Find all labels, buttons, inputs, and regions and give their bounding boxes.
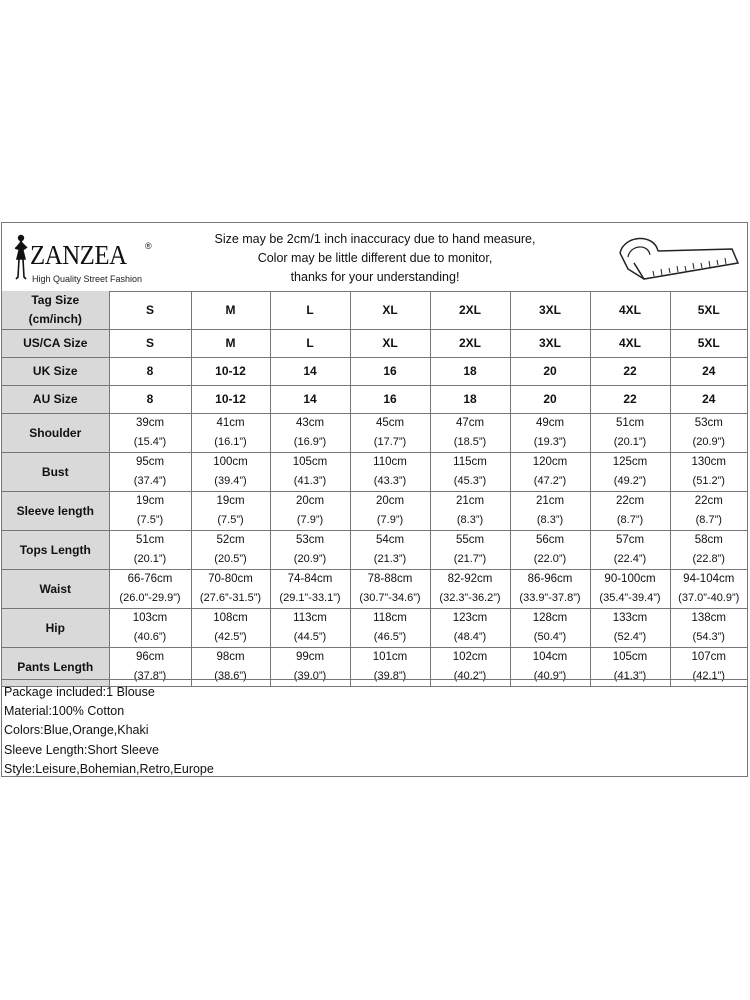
table-cell: [590, 531, 670, 570]
cell-cm: 52cm: [216, 534, 245, 546]
table-cell: [670, 453, 747, 492]
cell-cm: 51cm: [135, 534, 165, 546]
table-cell: S: [109, 291, 191, 330]
cell-inch: (20.9”): [293, 553, 327, 565]
table-cell: [430, 414, 510, 453]
table-cell: 22: [590, 358, 670, 386]
row-label: [2, 609, 109, 648]
cell-inch: (7.5”): [136, 514, 164, 526]
cell-cm: 66-76cm: [127, 573, 173, 585]
cell-cm: 138cm: [691, 612, 727, 624]
cell-inch: (50.4”): [533, 631, 567, 643]
info-line: Style:Leisure,Bohemian,Retro,Europe: [4, 761, 214, 776]
table-cell: [670, 570, 747, 609]
table-cell: L: [270, 330, 350, 358]
table-cell: [191, 531, 270, 570]
table-row: [2, 531, 747, 570]
cell-cm: 120cm: [532, 456, 568, 468]
cell-cm: 94-104cm: [683, 573, 735, 585]
table-cell: [109, 609, 191, 648]
cell-inch: (39.4”): [214, 475, 247, 487]
cell-inch: (40.2”): [453, 670, 487, 682]
cell-cm: 98cm: [216, 651, 245, 663]
table-cell: S: [109, 330, 191, 358]
cell-inch: (16.1”): [214, 436, 247, 448]
row-label-text: Bust: [41, 464, 69, 479]
table-cell: 16: [350, 358, 430, 386]
cell-inch: (51.2”): [692, 475, 725, 487]
table-cell: [510, 570, 590, 609]
table-cell: [670, 414, 747, 453]
row-label: [2, 414, 109, 453]
cell-cm: 20cm: [295, 495, 325, 507]
cell-inch: (37.8”): [133, 670, 167, 682]
cell-inch: (52.4”): [613, 631, 647, 643]
cell-inch: (47.2”): [533, 475, 567, 487]
cell-inch: (32.3”-36.2”): [439, 592, 501, 604]
table-cell: 20: [510, 386, 590, 414]
cell-inch: (40.9”): [533, 670, 567, 682]
table-cell: [270, 531, 350, 570]
cell-cm: 104cm: [532, 651, 568, 663]
table-cell: [670, 609, 747, 648]
cell-cm: 74-84cm: [287, 573, 333, 585]
table-cell: 18: [430, 358, 510, 386]
brand-name: ZANZEA: [30, 240, 127, 270]
table-cell: [590, 492, 670, 531]
cell-inch: (18.5”): [453, 436, 487, 448]
cell-inch: (37.0”-40.9”): [678, 592, 740, 604]
table-cell: XL: [350, 291, 430, 330]
table-cell: M: [191, 330, 270, 358]
table-cell: [590, 414, 670, 453]
measuring-tape-icon: [614, 227, 742, 287]
cell-cm: 56cm: [535, 534, 565, 546]
row-label-text: (cm/inch): [28, 312, 82, 326]
table-cell: [350, 609, 430, 648]
table-cell: [109, 531, 191, 570]
table-cell: 22: [590, 386, 670, 414]
notice-line: Color may be little different due to monitor,: [257, 251, 493, 265]
table-cell: [350, 414, 430, 453]
cell-cm: 99cm: [295, 651, 325, 663]
cell-cm: 100cm: [213, 456, 248, 468]
cell-inch: (41.3”): [293, 475, 327, 487]
table-cell: 18: [430, 386, 510, 414]
cell-inch: (20.9”): [692, 436, 725, 448]
notice-line: Size may be 2cm/1 inch inaccuracy due to hand measure,: [214, 232, 536, 246]
cell-cm: 123cm: [452, 612, 488, 624]
table-cell: 20: [510, 358, 590, 386]
cell-cm: 49cm: [535, 417, 565, 429]
cell-cm: 90-100cm: [604, 573, 656, 585]
table-cell: [670, 531, 747, 570]
cell-cm: 125cm: [612, 456, 648, 468]
row-label-text: Waist: [39, 581, 72, 596]
table-cell: [191, 453, 270, 492]
cell-inch: (27.6”-31.5”): [199, 592, 262, 604]
table-cell: 10-12: [191, 386, 270, 414]
table-cell: 5XL: [670, 330, 747, 358]
table-cell: [109, 414, 191, 453]
table-cell: [510, 492, 590, 531]
cell-inch: (40.6”): [133, 631, 167, 643]
row-label-text: Shoulder: [29, 425, 82, 440]
cell-inch: (46.5”): [373, 631, 407, 643]
cell-cm: 96cm: [135, 651, 165, 663]
table-cell: [430, 453, 510, 492]
cell-inch: (35.4”-39.4”): [599, 592, 661, 604]
table-cell: [191, 492, 270, 531]
cell-inch: (26.0”-29.9”): [119, 592, 181, 604]
info-line: Colors:Blue,Orange,Khaki: [4, 723, 149, 738]
row-label: [2, 570, 109, 609]
table-cell: 3XL: [510, 330, 590, 358]
cell-cm: 19cm: [135, 495, 165, 507]
table-cell: [191, 414, 270, 453]
table-cell: [430, 531, 510, 570]
table-cell: [510, 453, 590, 492]
cell-cm: 130cm: [691, 456, 727, 468]
table-cell: M: [191, 291, 270, 330]
cell-cm: 95cm: [135, 456, 165, 468]
cell-cm: 53cm: [694, 417, 723, 429]
cell-inch: (45.3”): [453, 475, 487, 487]
table-row: [2, 414, 747, 453]
cell-cm: 39cm: [135, 417, 165, 429]
cell-cm: 128cm: [532, 612, 568, 624]
cell-inch: (15.4”): [133, 436, 167, 448]
table-cell: [670, 492, 747, 531]
cell-cm: 55cm: [455, 534, 485, 546]
cell-cm: 57cm: [615, 534, 645, 546]
cell-cm: 118cm: [373, 612, 407, 624]
cell-cm: 115cm: [453, 456, 487, 468]
table-cell: 8: [109, 386, 191, 414]
row-label: [2, 386, 109, 414]
table-cell: [350, 453, 430, 492]
cell-inch: (43.3”): [373, 475, 407, 487]
table-cell: [590, 453, 670, 492]
table-cell: [270, 453, 350, 492]
cell-cm: 41cm: [216, 417, 245, 429]
table-row: [2, 291, 747, 330]
fashion-figure-icon: [10, 233, 32, 283]
row-label: [2, 531, 109, 570]
row-label-text: Pants Length: [17, 659, 94, 674]
cell-cm: 105cm: [612, 651, 648, 663]
cell-inch: (42.1”): [692, 670, 725, 682]
cell-inch: (7.9”): [376, 514, 404, 526]
cell-inch: (22.4”): [613, 553, 647, 565]
cell-inch: (22.8”): [692, 553, 725, 565]
cell-cm: 110cm: [373, 456, 407, 468]
cell-inch: (7.9”): [296, 514, 324, 526]
table-cell: [510, 414, 590, 453]
cell-inch: (41.3”): [613, 670, 647, 682]
cell-cm: 19cm: [216, 495, 245, 507]
table-cell: 4XL: [590, 291, 670, 330]
cell-inch: (20.1”): [613, 436, 647, 448]
table-cell: [270, 570, 350, 609]
cell-inch: (21.7”): [453, 553, 487, 565]
cell-cm: 53cm: [295, 534, 325, 546]
table-cell: 5XL: [670, 291, 747, 330]
cell-cm: 54cm: [375, 534, 405, 546]
table-cell: 10-12: [191, 358, 270, 386]
cell-inch: (16.9”): [293, 436, 327, 448]
table-cell: [270, 492, 350, 531]
table-cell: 24: [670, 358, 747, 386]
measurement-notice: [180, 230, 570, 287]
cell-cm: 82-92cm: [447, 573, 493, 585]
table-row: [2, 330, 747, 358]
table-cell: [510, 531, 590, 570]
cell-cm: 22cm: [694, 495, 723, 507]
table-row: [2, 570, 747, 609]
cell-cm: 103cm: [132, 612, 168, 624]
info-line: Material:100% Cotton: [4, 704, 125, 719]
info-line: Package included:1 Blouse: [4, 685, 155, 699]
cell-inch: (19.3”): [533, 436, 567, 448]
table-cell: 24: [670, 386, 747, 414]
cell-inch: (8.3”): [536, 514, 564, 526]
info-line: Sleeve Length:Short Sleeve: [4, 742, 159, 757]
row-label-text: UK Size: [32, 364, 78, 378]
table-cell: [350, 570, 430, 609]
cell-inch: (49.2”): [613, 475, 647, 487]
table-cell: [191, 570, 270, 609]
cell-inch: (33.9”-37.8”): [519, 592, 581, 604]
table-row: [2, 492, 747, 531]
size-table: [2, 291, 747, 687]
cell-cm: 45cm: [375, 417, 405, 429]
table-cell: [270, 414, 350, 453]
table-cell: [270, 609, 350, 648]
cell-inch: (20.5”): [214, 553, 247, 565]
table-cell: 2XL: [430, 330, 510, 358]
cell-cm: 108cm: [213, 612, 248, 624]
product-info: [2, 679, 747, 779]
cell-cm: 20cm: [375, 495, 405, 507]
table-row: [2, 358, 747, 386]
table-cell: 2XL: [430, 291, 510, 330]
row-label: [2, 358, 109, 386]
row-label-text: US/CA Size: [23, 336, 88, 350]
table-cell: 4XL: [590, 330, 670, 358]
cell-inch: (8.3”): [456, 514, 484, 526]
cell-cm: 70-80cm: [208, 573, 253, 585]
table-cell: 14: [270, 386, 350, 414]
table-cell: [590, 570, 670, 609]
table-cell: [191, 609, 270, 648]
registered-mark: ®: [145, 241, 152, 251]
cell-inch: (39.0”): [293, 670, 327, 682]
row-label-text: Hip: [45, 620, 65, 635]
cell-cm: 22cm: [615, 495, 645, 507]
size-chart-sheet: [1, 222, 748, 777]
cell-cm: 21cm: [535, 495, 565, 507]
table-cell: 3XL: [510, 291, 590, 330]
row-label: [2, 291, 109, 330]
table-cell: [350, 531, 430, 570]
brand-tagline: High Quality Street Fashion: [32, 274, 143, 284]
notice-line: thanks for your understanding!: [290, 270, 460, 284]
cell-inch: (37.4”): [133, 475, 167, 487]
table-cell: [109, 453, 191, 492]
cell-cm: 101cm: [372, 651, 408, 663]
cell-inch: (7.5”): [217, 514, 244, 526]
cell-inch: (48.4”): [453, 631, 487, 643]
cell-inch: (22.0”): [533, 553, 567, 565]
row-label-text: Tag Size: [31, 293, 80, 307]
cell-cm: 58cm: [694, 534, 723, 546]
table-cell: [590, 609, 670, 648]
cell-inch: (8.7”): [695, 514, 722, 526]
cell-inch: (38.6”): [214, 670, 247, 682]
table-cell: [350, 492, 430, 531]
table-cell: [109, 492, 191, 531]
table-cell: 16: [350, 386, 430, 414]
row-label-text: AU Size: [32, 392, 78, 406]
cell-inch: (44.5”): [293, 631, 327, 643]
table-cell: [109, 570, 191, 609]
table-cell: 14: [270, 358, 350, 386]
chart-header: [2, 223, 747, 292]
cell-inch: (39.8”): [373, 670, 407, 682]
cell-cm: 21cm: [455, 495, 485, 507]
row-label: [2, 453, 109, 492]
table-cell: [430, 609, 510, 648]
cell-inch: (30.7”-34.6”): [359, 592, 421, 604]
cell-inch: (20.1”): [133, 553, 167, 565]
cell-inch: (21.3”): [373, 553, 407, 565]
cell-inch: (29.1”-33.1”): [279, 592, 341, 604]
cell-cm: 47cm: [455, 417, 485, 429]
table-row: [2, 453, 747, 492]
table-cell: [430, 492, 510, 531]
table-cell: L: [270, 291, 350, 330]
brand-logo: [6, 231, 166, 287]
cell-cm: 113cm: [293, 612, 327, 624]
cell-inch: (54.3”): [692, 631, 725, 643]
table-row: [2, 386, 747, 414]
cell-inch: (42.5”): [214, 631, 247, 643]
table-row: [2, 609, 747, 648]
cell-cm: 102cm: [452, 651, 488, 663]
table-cell: [430, 570, 510, 609]
table-cell: XL: [350, 330, 430, 358]
row-label-text: Sleeve length: [16, 503, 94, 518]
row-label: [2, 492, 109, 531]
cell-cm: 86-96cm: [527, 573, 573, 585]
table-cell: [510, 609, 590, 648]
cell-cm: 78-88cm: [367, 573, 413, 585]
cell-cm: 107cm: [691, 651, 727, 663]
table-cell: 8: [109, 358, 191, 386]
cell-cm: 105cm: [292, 456, 328, 468]
cell-inch: (17.7”): [373, 436, 407, 448]
row-label-text: Tops Length: [19, 542, 91, 557]
cell-cm: 43cm: [295, 417, 325, 429]
cell-cm: 133cm: [612, 612, 648, 624]
cell-inch: (8.7”): [616, 514, 644, 526]
row-label: [2, 330, 109, 358]
cell-cm: 51cm: [615, 417, 645, 429]
